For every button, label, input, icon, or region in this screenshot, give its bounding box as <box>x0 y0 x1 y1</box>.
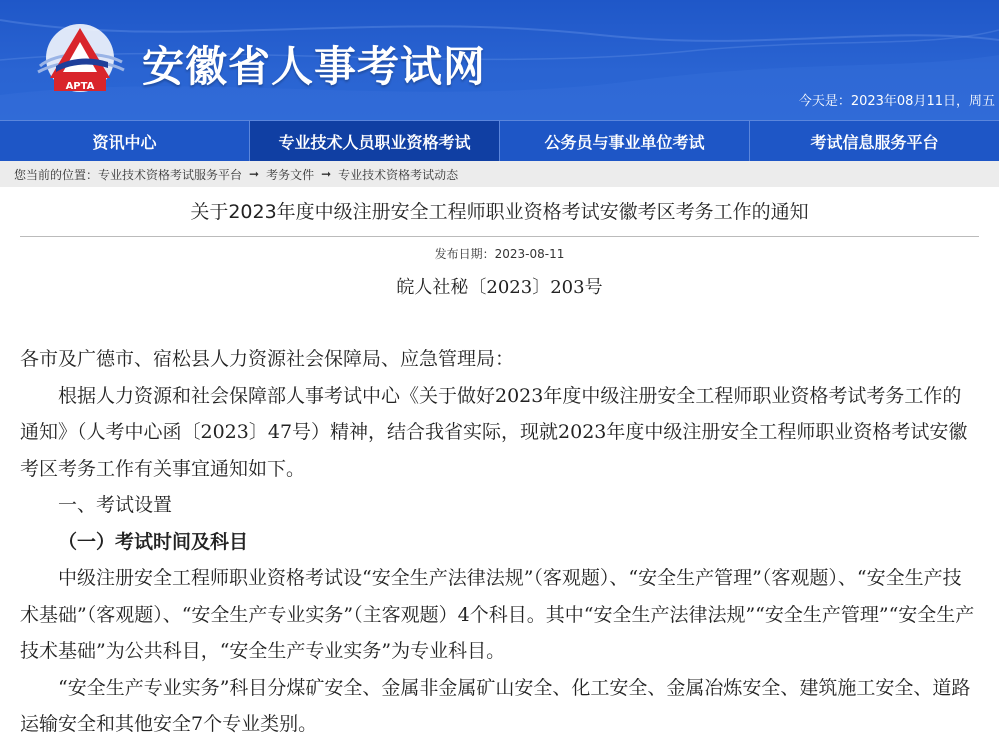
main-nav <box>0 120 999 161</box>
breadcrumb-link-platform[interactable]: 专业技术资格考试服务平台 <box>98 167 243 182</box>
publish-date: 发布日期：2023-08-11 <box>434 247 565 261</box>
article <box>0 197 999 743</box>
breadcrumb <box>0 161 999 187</box>
article-title: 关于2023年度中级注册安全工程师职业资格考试安徽考区考务工作的通知 <box>20 197 979 237</box>
breadcrumb-link-documents[interactable]: 考务文件 <box>266 167 315 182</box>
site-header <box>0 0 999 120</box>
breadcrumb-prefix: 您当前的位置： <box>14 167 99 182</box>
subjects-paragraph: 中级注册安全工程师职业资格考试设“安全生产法律法规”（客观题）、“安全生产管理”（客观题）、“安全生产技术基础”（客观题）、“安全生产专业实务”（主客观题）4个科目。其中“安全生产法律法规”“安全生产管理”“安全生产技术基础”为公共科目，“安全生产专业实务”为专业科目。 <box>20 567 975 662</box>
current-date: 今天是：2023年08月11日，周五 <box>798 94 995 109</box>
nav-item-news-center[interactable]: 资讯中心 <box>0 121 250 161</box>
article-body <box>0 341 999 743</box>
breadcrumb-arrow-icon: ➞ <box>249 167 260 181</box>
document-number: 皖人社秘〔2023〕203号 <box>396 277 603 298</box>
nav-item-civil-servant-exam[interactable]: 公务员与事业单位考试 <box>500 121 750 161</box>
salutation-paragraph: 各市及广德市、宿松县人力资源社会保障局、应急管理局： <box>20 348 515 370</box>
nav-item-professional-qualification-exam[interactable]: 专业技术人员职业资格考试 <box>250 121 500 161</box>
subsection-heading: （一）考试时间及科目 <box>58 530 249 553</box>
breadcrumb-link-news[interactable]: 专业技术资格考试动态 <box>338 167 459 182</box>
svg-text:APTA: APTA <box>65 81 95 92</box>
categories-paragraph: “安全生产专业实务”科目分煤矿安全、金属非金属矿山安全、化工安全、金属冶炼安全、建筑施工安全、道路运输安全和其他安全7个专业类别。 <box>20 676 971 735</box>
nav-item-exam-info-platform[interactable]: 考试信息服务平台 <box>810 132 939 152</box>
apta-logo[interactable] <box>30 22 130 96</box>
intro-paragraph: 根据人力资源和社会保障部人事考试中心《关于做好2023年度中级注册安全工程师职业资格考试考务工作的通知》（人考中心函〔2023〕47号）精神，结合我省实际，现就2023年度中级注册安全工程师职业资格考试安徽考区考务工作有关事宜通知如下。 <box>20 384 968 480</box>
breadcrumb-arrow-icon: ➞ <box>321 167 332 181</box>
site-title: 安徽省人事考试网 <box>142 42 487 91</box>
section-heading: 一、考试设置 <box>58 494 173 516</box>
